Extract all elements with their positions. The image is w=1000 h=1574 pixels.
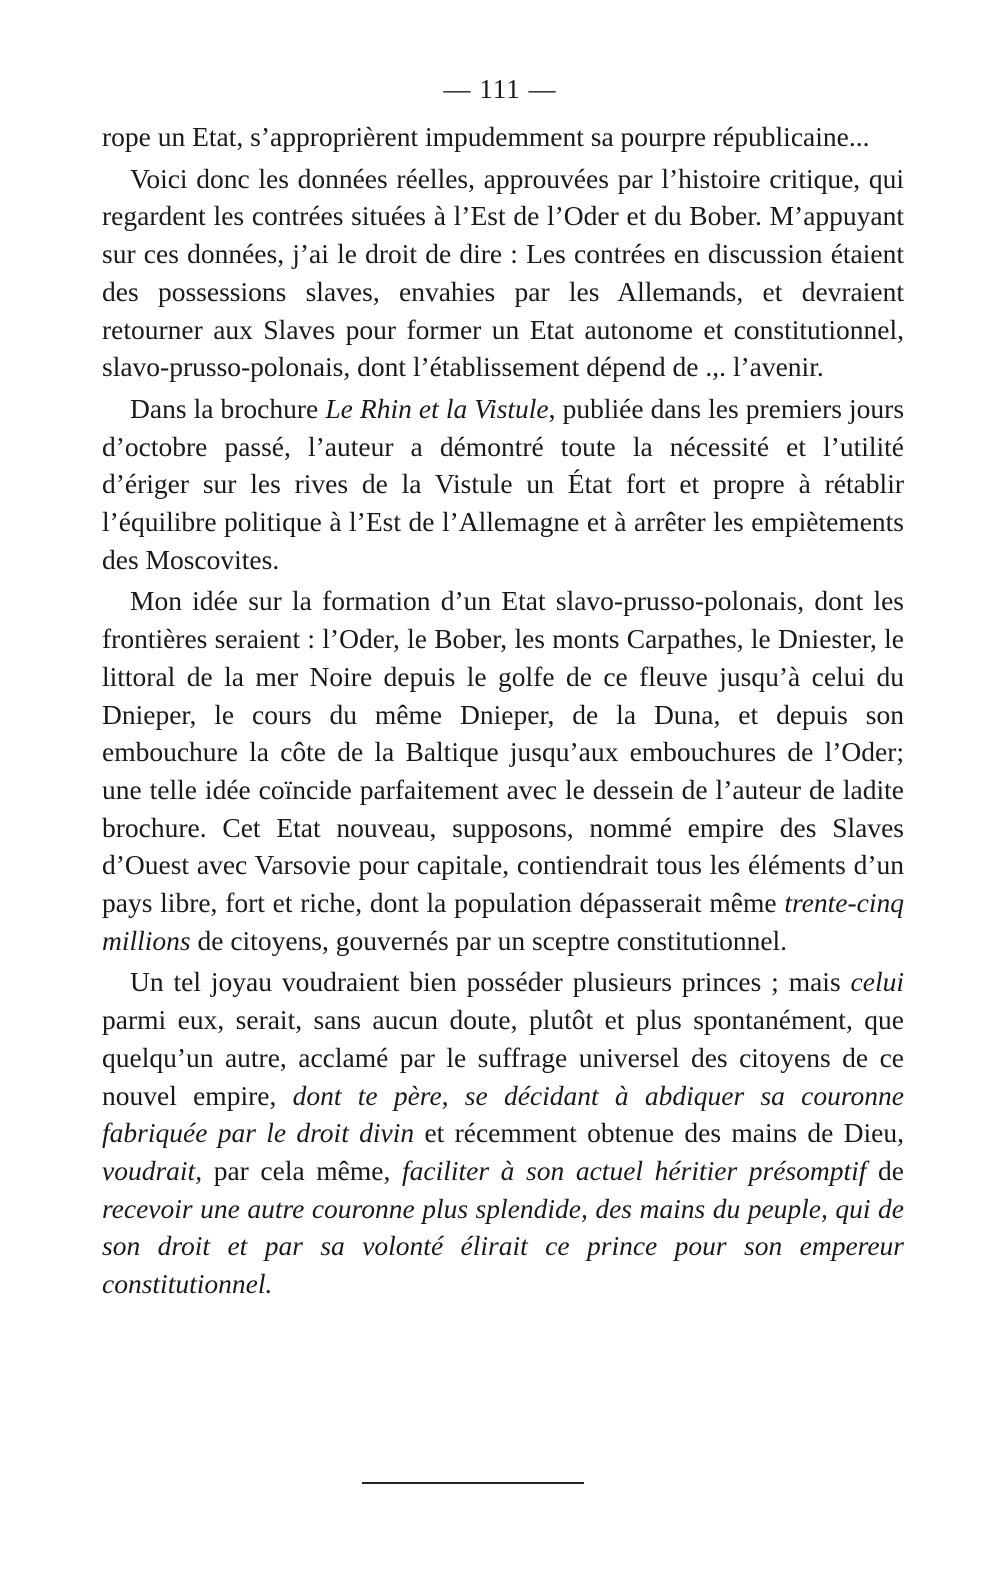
paragraph-frontieres bbox=[102, 582, 904, 959]
paragraph-brochure bbox=[102, 390, 904, 579]
page-body bbox=[102, 118, 904, 1307]
joyau-italic-1: celui bbox=[850, 966, 904, 998]
brochure-text-before: Dans la brochure bbox=[130, 392, 326, 424]
population-emphasis: trente-cinq millions bbox=[102, 887, 904, 956]
paragraph-joyau bbox=[102, 963, 904, 1302]
joyau-text-1: Un tel joyau voudraient bien posséder plusieurs princes ; mais bbox=[130, 966, 851, 998]
end-rule-divider bbox=[362, 1482, 584, 1484]
joyau-text-4: par cela même, bbox=[202, 1154, 402, 1186]
joyau-text-2: parmi eux, serait, sans aucun doute, plutôt et plus spontanément, que quelqu’un autre, acclamé par le suffrage universel des citoyens de ce nouvel empire, bbox=[102, 1004, 904, 1111]
paragraph-continued: rope un Etat, s’approprièrent impudemment sa pourpre républicaine... bbox=[102, 121, 870, 152]
page-number: — 111 — bbox=[443, 74, 557, 104]
joyau-text-3: et récemment obtenue des mains de Dieu, bbox=[414, 1117, 904, 1149]
joyau-text-5: de bbox=[866, 1154, 904, 1186]
paragraph-donnees-reelles: Voici donc les données réelles, approuvées par l’histoire critique, qui regardent les contrées situées à l’Est de l’Oder et du Bober. M’appuyant sur ces données, j’ai le droit de dire : Les contrées en discussion étaient des possessions slaves, envahies par les Allemands, et devraient retourner aux Slaves pour former un Etat autonome et constitutionnel, slavo-prusso-polonais, dont l’établissement dépend de .,. l’avenir. bbox=[102, 162, 904, 383]
joyau-italic-3: voudrait, bbox=[102, 1154, 203, 1186]
frontieres-text-before: Mon idée sur la formation d’un Etat slavo-prusso-polonais, dont les frontières seraient : l’Oder, le Bober, les monts Carpathes, le Dniester, le littoral de la mer Noire depuis le golfe de ce fleuve jusqu’à celui du Dnieper, le cours du même Dnieper, de la Duna, et depuis son embouchure la côte de la Baltique jusqu’aux embouchures de l’Oder; une telle idée coïncide parfaitement avec le dessein de l’auteur de ladite brochure. Cet Etat nouveau, supposons, nommé empire des Slaves d’Ouest avec Varsovie pour capitale, contiendrait tous les éléments d’un pays libre, fort et riche, dont la population dépasserait même bbox=[102, 585, 904, 919]
frontieres-text-after: de citoyens, gouvernés par un sceptre constitutionnel. bbox=[190, 924, 788, 956]
joyau-italic-2: dont te père, se décidant à abdiquer sa couronne fabriquée par le droit divin bbox=[102, 1079, 904, 1149]
brochure-title: Le Rhin et la Vistule bbox=[325, 392, 549, 424]
joyau-italic-4: faciliter à son actuel héritier présomptif bbox=[401, 1154, 867, 1186]
joyau-italic-5: recevoir une autre couronne plus splendide, des mains du peuple, qui de son droit et par sa volonté élirait ce prince pour son empereur constitutionnel. bbox=[102, 1192, 904, 1300]
brochure-text-after: , publiée dans les premiers jours d’octobre passé, l’auteur a démontré toute la nécessité et l’utilité d’ériger sur les rives de la Vistule un État fort et propre à rétablir l’équilibre politique à l’Est de l’Allemagne et à arrêter les empiètements des Moscovites. bbox=[102, 392, 905, 575]
